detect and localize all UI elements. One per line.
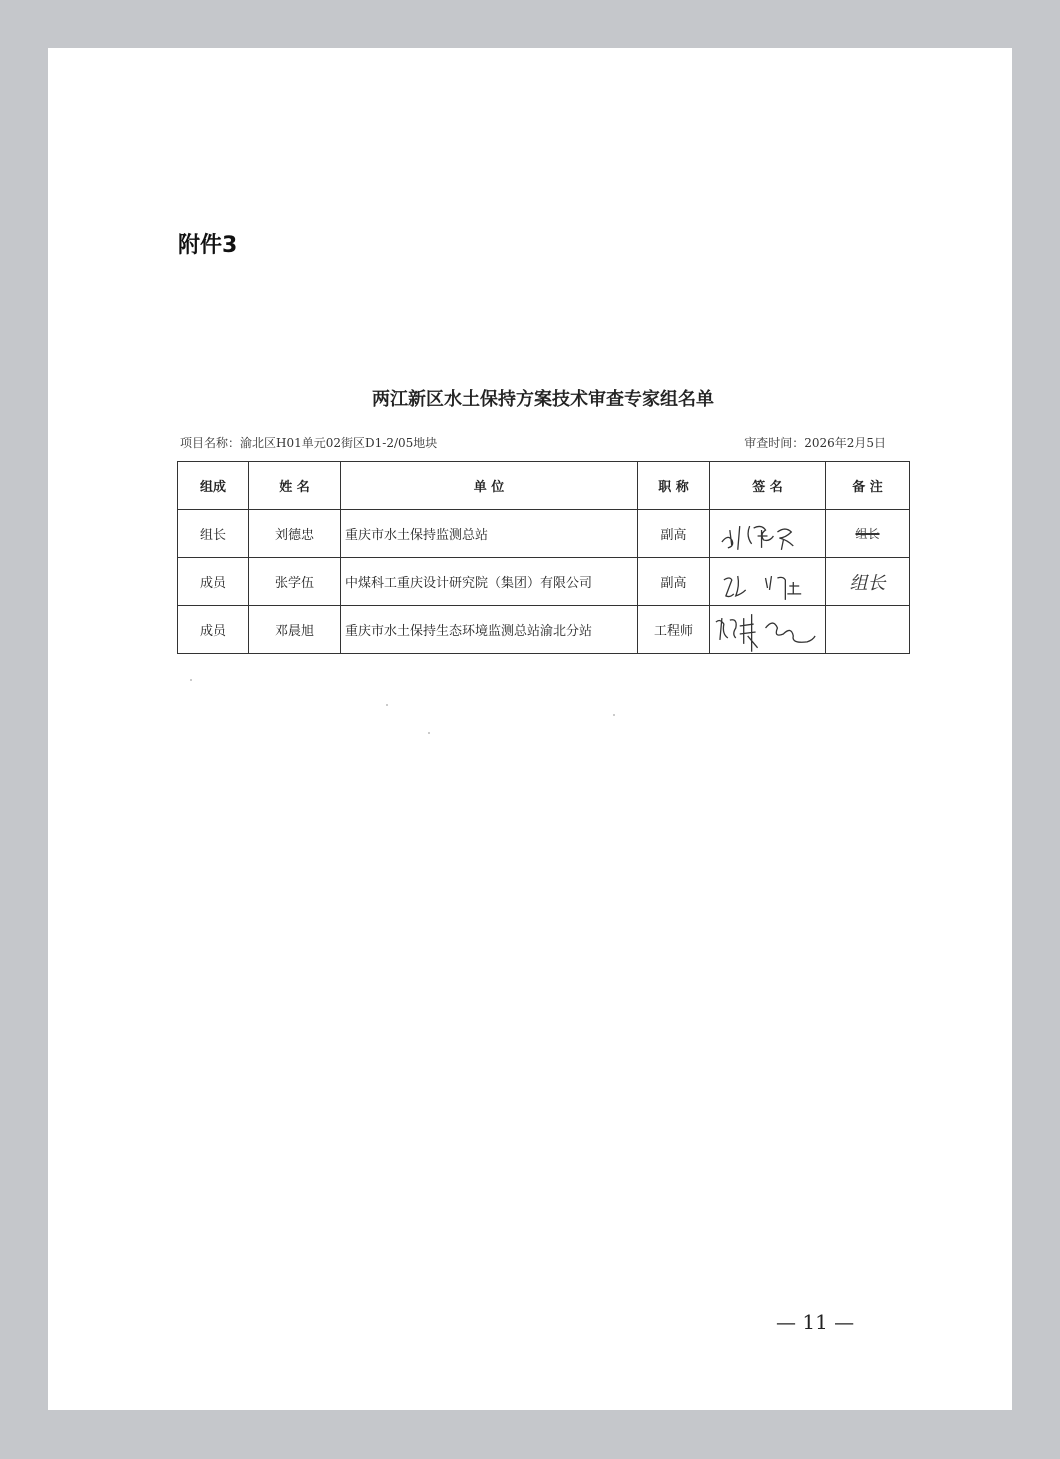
cell-title: 副高 [638,558,710,606]
cell-note [826,606,910,654]
scan-speck [613,714,615,716]
cell-name: 邓晨旭 [249,606,341,654]
scan-speck [428,732,430,734]
note-text: 组长 [849,572,886,594]
expert-roster-table [177,461,910,654]
header-signature: 签 名 [710,462,826,510]
project-name: 项目名称：渝北区H01单元02街区D1-2/05地块 [180,436,438,450]
table-header-row [178,462,910,510]
header-note: 备 注 [826,462,910,510]
cell-org: 中煤科工重庆设计研究院（集团）有限公司 [341,558,638,606]
table-row [178,558,910,606]
cell-role: 成员 [178,606,249,654]
document-title: 两江新区水土保持方案技术审查专家组名单 [372,389,714,410]
signature-image [710,606,826,654]
table-row [178,606,910,654]
cell-title: 工程师 [638,606,710,654]
cell-name: 刘德忠 [249,510,341,558]
cell-role: 组长 [178,510,249,558]
attachment-label: 附件3 [178,233,238,258]
header-org: 单 位 [341,462,638,510]
handwritten-signature [710,560,825,604]
header-role: 组成 [178,462,249,510]
handwritten-signature [710,512,825,556]
cell-org: 重庆市水土保持监测总站 [341,510,638,558]
page-number: — 11 — [776,1310,855,1334]
header-title: 职 称 [638,462,710,510]
cell-note [826,510,910,558]
handwritten-signature [710,608,825,652]
cell-name: 张学伍 [249,558,341,606]
table-row [178,510,910,558]
signature-image [710,558,826,606]
review-time: 审查时间：2026年2月5日 [744,436,886,450]
scan-speck [190,679,192,681]
document-page [48,48,1012,1410]
header-name: 姓 名 [249,462,341,510]
meta-row [180,434,886,451]
cell-note [826,558,910,606]
cell-role: 成员 [178,558,249,606]
cell-title: 副高 [638,510,710,558]
signature-image [710,510,826,558]
scan-speck [386,704,388,706]
cell-org: 重庆市水土保持生态环境监测总站渝北分站 [341,606,638,654]
note-text: 组长 [855,527,880,541]
